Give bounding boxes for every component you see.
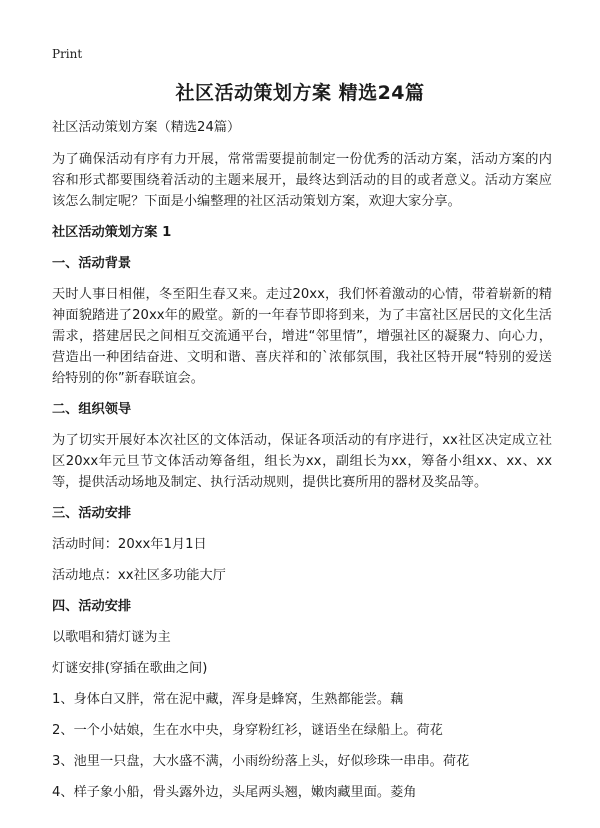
print-link[interactable]: Print [52, 47, 83, 61]
riddle-item: 1、身体白又胖，常在泥中藏，浑身是蜂窝，生熟都能尝。藕 [52, 692, 404, 707]
riddle-intro: 灯谜安排(穿插在歌曲之间) [52, 661, 208, 676]
document-body [52, 117, 552, 813]
riddle-item: 2、一个小姑娘，生在水中央，身穿粉红衫，谜语坐在绿船上。荷花 [52, 723, 443, 738]
intro-paragraph: 为了确保活动有序有力开展，常常需要提前制定一份优秀的活动方案，活动方案的内容和形式都要围绕着活动的主题来展开，最终达到活动的目的或者意义。活动方案应该怎么制定呢？下面是小编整理的社区活动策划方案，欢迎大家分享。 [52, 152, 552, 209]
riddle-item: 3、池里一只盘，大水盛不满，小雨纷纷落上头，好似珍珠一串串。荷花 [52, 754, 470, 769]
leadership-heading: 二、组织领导 [52, 402, 132, 417]
activity-place: 活动地点：xx社区多功能大厅 [52, 568, 226, 583]
arrangement-heading: 三、活动安排 [52, 506, 132, 521]
plan-heading: 社区活动策划方案 1 [52, 225, 172, 240]
main-activity: 以歌唱和猜灯谜为主 [52, 630, 171, 645]
background-heading: 一、活动背景 [52, 256, 132, 271]
document-title: 社区活动策划方案 精选24篇 [175, 82, 425, 104]
document-subtitle: 社区活动策划方案（精选24篇） [52, 120, 241, 135]
riddle-item: 4、样子象小船，骨头露外边，头尾两头翘，嫩肉藏里面。菱角 [52, 785, 417, 800]
activity-time: 活动时间：20xx年1月1日 [52, 537, 207, 552]
arrangement2-heading: 四、活动安排 [52, 599, 132, 614]
background-paragraph: 天时人事日相催，冬至阳生春又来。走过20xx，我们怀着激动的心情，带着崭新的精神面貌踏进了20xx年的殿堂。新的一年春节即将到来，为了丰富社区居民的文化生活需求，搭建居民之间相互交流通平台，增进“邻里情”，增强社区的凝聚力、向心力，营造出一种团结奋进、文明和谐、喜庆祥和的`浓郁氛围，我社区特开展“特别的爱送给特别的你”新春联谊会。 [52, 287, 552, 386]
leadership-paragraph: 为了切实开展好本次社区的文体活动，保证各项活动的有序进行，xx社区决定成立社区20xx年元旦节文体活动筹备组，组长为xx，副组长为xx，筹备小组xx、xx、xx等，提供活动场地及制定、执行活动规则，提供比赛所用的器材及奖品等。 [52, 433, 552, 490]
